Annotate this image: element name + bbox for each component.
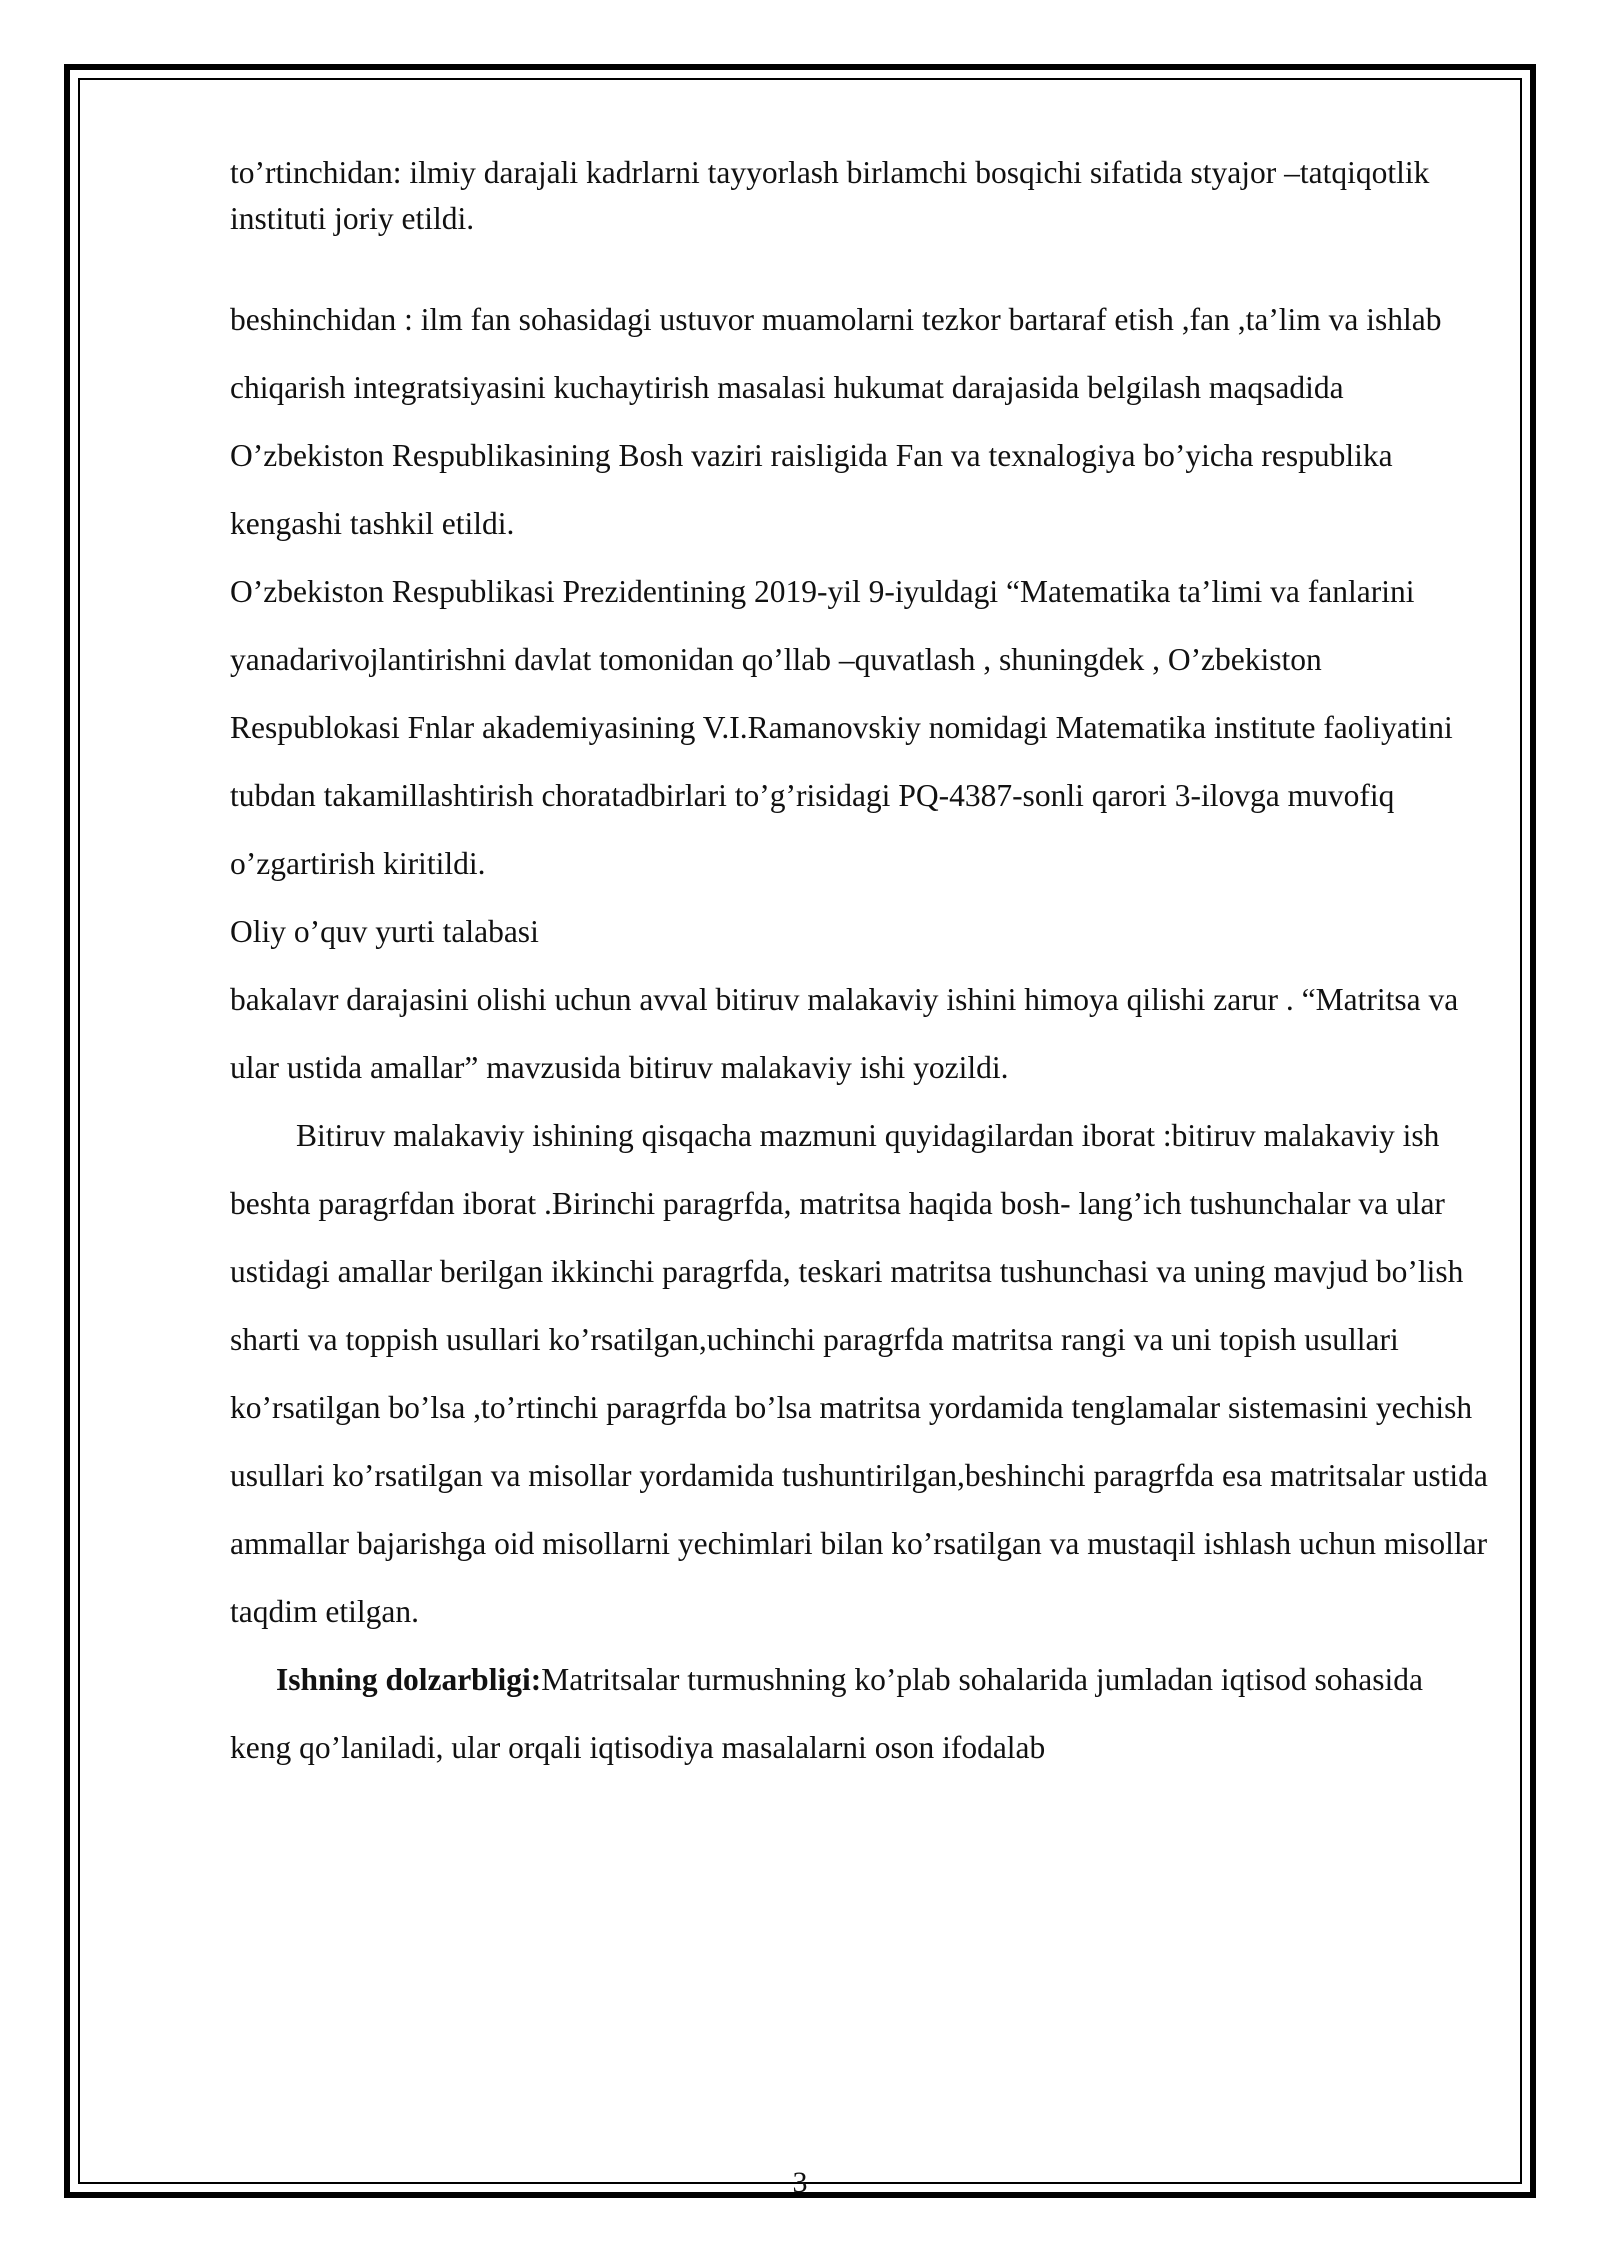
- dolzarbligi-text: Matritsalar turmushning ko’plab sohalarida jumladan iqtisod sohasida keng qo’laniladi, ular orqali iqtisodiya masalalarni oson ifodalab: [230, 1662, 1424, 1765]
- paragraph-dolzarbligi: [230, 1646, 1490, 1782]
- paragraph-tortinchidan: to’rtinchidan: ilmiy darajali kadrlarni tayyorlash birlamchi bosqichi sifatida styajor –tatqiqotlik instituti joriy etildi.: [230, 155, 1430, 236]
- dolzarbligi-heading: Ishning dolzarbligi:: [276, 1662, 542, 1697]
- paragraph-bakalavr: bakalavr darajasini olishi uchun avval bitiruv malakaviy ishini himoya qilishi zarur . “Matritsa va ular ustida amallar” mavzusida bitiruv malakaviy ishi yozildi.: [230, 982, 1459, 1085]
- page-number: 3: [792, 2166, 808, 2199]
- paragraph-bitiruv-mazmuni: Bitiruv malakaviy ishining qisqacha mazmuni quyidagilardan iborat :bitiruv malakaviy ish beshta paragrfdan iborat .Birinchi paragrfda, matritsa haqida bosh- lang’ich tushunchalar va ular ustidagi amallar berilgan ikkinchi paragrfda, teskari matritsa tushunchasi va uning mavjud bo’lish sharti va toppish usullari ko’rsatilgan,uchinchi paragrfda matritsa rangi va uni topish usullari ko’rsatilgan bo’lsa ,to’rtinchi paragrfda bo’lsa matritsa yordamida tenglamalar sistemasini yechish usullari ko’rsatilgan va misollar yordamida tushuntirilgan,beshinchi paragrfda esa matritsalar ustida ammallar bajarishga oid misollarni yechimlari bilan ko’rsatilgan va mustaqil ishlash uchun misollar taqdim etilgan.: [230, 1118, 1488, 1629]
- paragraph-oliy-oquv: Oliy o’quv yurti talabasi: [230, 914, 539, 949]
- paragraph-beshinchidan: beshinchidan : ilm fan sohasidagi ustuvor muamolarni tezkor bartaraf etish ,fan ,ta’lim va ishlab chiqarish integratsiyasini kuchaytirish masalasi hukumat darajasida belgilash maqsadida O’zbekiston Respublikasining Bosh vaziri raisligida Fan va texnalogiya bo’yicha respublika kengashi tashkil etildi.: [230, 302, 1442, 541]
- document-body: [230, 150, 1490, 1782]
- paragraph-prezident-qarori: O’zbekiston Respublikasi Prezidentining 2019-yil 9-iyuldagi “Matematika ta’limi va fanlarini yanadarivojlantirishni davlat tomonidan qo’llab –quvatlash , shuningdek , O’zbekiston Respublokasi Fnlar akademiyasining V.I.Ramanovskiy nomidagi Matematika institute faoliyatini tubdan takamillashtirish choratadbirlari to’g’risidagi PQ-4387-sonli qarori 3-ilovga muvofiq o’zgartirish kiritildi.: [230, 574, 1453, 881]
